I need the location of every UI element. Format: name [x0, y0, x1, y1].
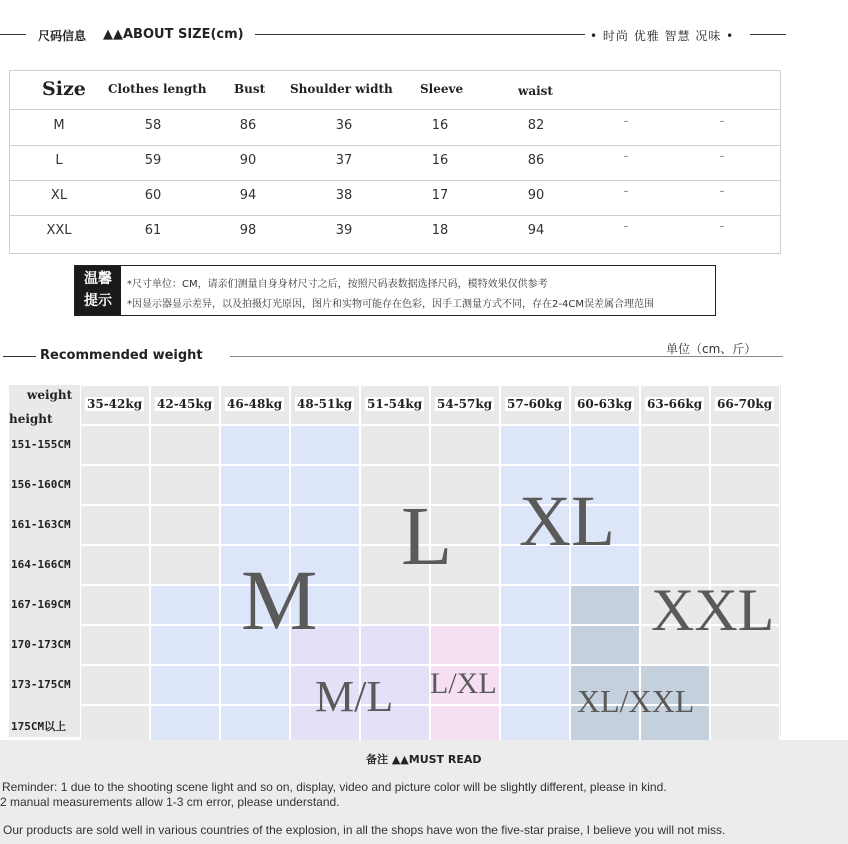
table-cell: 16	[431, 153, 449, 168]
grid-cell	[80, 585, 150, 625]
weight-range-label: 51-54kg	[367, 397, 423, 411]
notes-line-2: 2 manual measurements allow 1-3 cm error, please understand.	[0, 795, 340, 809]
table-cell: 36	[335, 118, 353, 133]
header-tagline: • 时尚 优雅 智慧 况味 •	[590, 29, 735, 43]
grid-cell	[710, 665, 780, 705]
grid-cell	[150, 425, 220, 465]
grid-cell	[570, 425, 640, 465]
tips-badge-line1: 温馨	[84, 271, 112, 287]
size-table	[9, 70, 781, 254]
notes-line-3: Our products are sold well in various countries of the explosion, in all the shops have won the five-star praise, I believe you will not miss.	[3, 823, 726, 837]
notes-title: 备注 ▲▲MUST READ	[366, 753, 482, 766]
weight-range-label: 35-42kg	[87, 397, 143, 411]
weight-range-label: 60-63kg	[577, 397, 633, 411]
table-cell: 94	[239, 188, 257, 203]
height-range-label: 164-166CM	[11, 558, 71, 571]
table-cell: 17	[431, 188, 449, 203]
size-name-cell: XXL	[46, 223, 72, 238]
grid-cell	[640, 425, 710, 465]
table-row	[10, 180, 780, 216]
weight-range-label: 63-66kg	[647, 397, 703, 411]
grid-cell	[80, 425, 150, 465]
grid-cell	[290, 425, 360, 465]
size-region-l: L	[401, 490, 453, 583]
tips-line-1: *尺寸单位：CM，请亲们测量自身身材尺寸之后，按照尺码表数据选择尺码，模特效果仅供参考	[127, 279, 548, 290]
header-title-cn: 尺码信息	[38, 29, 87, 43]
table-header-cell: Shoulder width	[290, 82, 393, 96]
size-name-cell: XL	[50, 188, 68, 203]
header-rule-right	[750, 34, 786, 35]
grid-cell	[710, 705, 780, 745]
grid-cell	[150, 705, 220, 745]
table-header-cell: Clothes length	[108, 82, 207, 96]
table-row	[10, 110, 780, 146]
tips-badge	[75, 266, 121, 315]
table-header-cell: Sleeve	[420, 82, 464, 96]
recommend-unit: 单位（cm、斤）	[666, 342, 757, 356]
weight-range-label: 66-70kg	[717, 397, 773, 411]
table-cell: 60	[144, 188, 162, 203]
table-cell: -	[719, 184, 725, 199]
table-cell: 98	[239, 223, 257, 238]
table-cell: -	[623, 219, 629, 234]
grid-cell	[570, 625, 640, 665]
grid-cell	[710, 425, 780, 465]
height-range-label: 170-173CM	[11, 638, 71, 651]
grid-cell	[500, 585, 570, 625]
weight-range-label: 48-51kg	[297, 397, 353, 411]
grid-cell	[80, 665, 150, 705]
weight-range-label: 57-60kg	[507, 397, 563, 411]
tips-line-2: *因显示器显示差异，以及拍摄灯光原因，图片和实物可能存在色彩，因手工测量方式不同，存在2-4CM误差属合理范围	[127, 299, 654, 310]
grid-cell	[220, 465, 290, 505]
size-region-xl: XL	[519, 481, 615, 561]
table-cell: 94	[527, 223, 545, 238]
size-region-lxl: L/XL	[430, 667, 497, 700]
size-region-xxl: XXL	[651, 577, 775, 643]
table-cell: 16	[431, 118, 449, 133]
table-cell: 86	[527, 153, 545, 168]
size-name-cell: M	[53, 118, 65, 133]
weight-range-label: 54-57kg	[437, 397, 493, 411]
tips-badge-line2: 提示	[84, 293, 112, 309]
grid-cell	[80, 505, 150, 545]
grid-cell	[220, 425, 290, 465]
grid-cell	[360, 425, 430, 465]
grid-cell	[360, 625, 430, 665]
size-name-cell: L	[55, 153, 63, 168]
table-cell: -	[623, 149, 629, 164]
table-cell: -	[719, 149, 725, 164]
notes-line-1: Reminder: 1 due to the shooting scene light and so on, display, video and picture color will be slightly different, please in kind.	[2, 780, 667, 794]
height-range-label: 167-169CM	[11, 598, 71, 611]
size-region-xlxxl: XL/XXL	[577, 683, 695, 719]
table-cell: 59	[144, 153, 162, 168]
table-cell: -	[623, 114, 629, 129]
weight-range-label: 46-48kg	[227, 397, 283, 411]
grid-cell	[150, 505, 220, 545]
table-cell: -	[719, 219, 725, 234]
table-cell: 37	[335, 153, 353, 168]
size-region-ml: M/L	[315, 672, 394, 721]
grid-cell	[150, 545, 220, 585]
grid-cell	[710, 505, 780, 545]
recommend-rule-left	[3, 356, 36, 357]
table-cell: 38	[335, 188, 353, 203]
table-header-cell: waist	[518, 84, 553, 98]
recommend-title: Recommended weight	[40, 348, 203, 363]
table-cell: -	[623, 184, 629, 199]
grid-cell	[80, 625, 150, 665]
table-cell: 82	[527, 118, 545, 133]
height-range-label: 151-155CM	[11, 438, 71, 451]
grid-cell	[220, 705, 290, 745]
grid-cell	[640, 505, 710, 545]
table-cell: 90	[239, 153, 257, 168]
grid-cell	[430, 625, 500, 665]
table-row	[10, 145, 780, 181]
size-region-m: M	[241, 552, 318, 648]
height-range-label: 156-160CM	[11, 478, 71, 491]
grid-cell	[80, 545, 150, 585]
table-cell: 61	[144, 223, 162, 238]
grid-cell	[430, 425, 500, 465]
grid-cell	[710, 465, 780, 505]
grid-cell	[500, 705, 570, 745]
grid-cell	[220, 505, 290, 545]
grid-cell	[80, 705, 150, 745]
grid-cell	[500, 425, 570, 465]
grid-cell	[500, 665, 570, 705]
table-cell: 18	[431, 223, 449, 238]
header-rule-middle	[255, 34, 585, 35]
grid-cell	[640, 465, 710, 505]
corner-height-label: height	[9, 412, 53, 426]
tips-box	[74, 265, 716, 316]
height-range-label: 161-163CM	[11, 518, 71, 531]
weight-range-label: 42-45kg	[157, 397, 213, 411]
height-range-label: 173-175CM	[11, 678, 71, 691]
grid-cell	[430, 705, 500, 745]
table-header-cell: Bust	[234, 82, 266, 96]
height-range-label: 175CM以上	[11, 720, 67, 733]
grid-cell	[290, 465, 360, 505]
grid-cell	[570, 585, 640, 625]
recommend-grid	[9, 385, 781, 737]
grid-cell	[360, 585, 430, 625]
table-cell: 39	[335, 223, 353, 238]
corner-weight-label: weight	[27, 388, 73, 402]
grid-cell	[150, 665, 220, 705]
grid-cell	[430, 585, 500, 625]
grid-cell	[80, 465, 150, 505]
table-cell: 86	[239, 118, 257, 133]
notes-section	[0, 740, 848, 844]
table-cell: 90	[527, 188, 545, 203]
header-title-en: ▲▲ABOUT SIZE(cm)	[103, 27, 244, 42]
table-cell: 58	[144, 118, 162, 133]
grid-cell	[290, 505, 360, 545]
header-rule-left	[0, 34, 26, 35]
grid-cell	[500, 625, 570, 665]
table-cell: -	[719, 114, 725, 129]
grid-cell	[220, 665, 290, 705]
grid-cell	[150, 625, 220, 665]
size-header: Size	[42, 78, 86, 100]
grid-cell	[150, 465, 220, 505]
grid-cell	[150, 585, 220, 625]
